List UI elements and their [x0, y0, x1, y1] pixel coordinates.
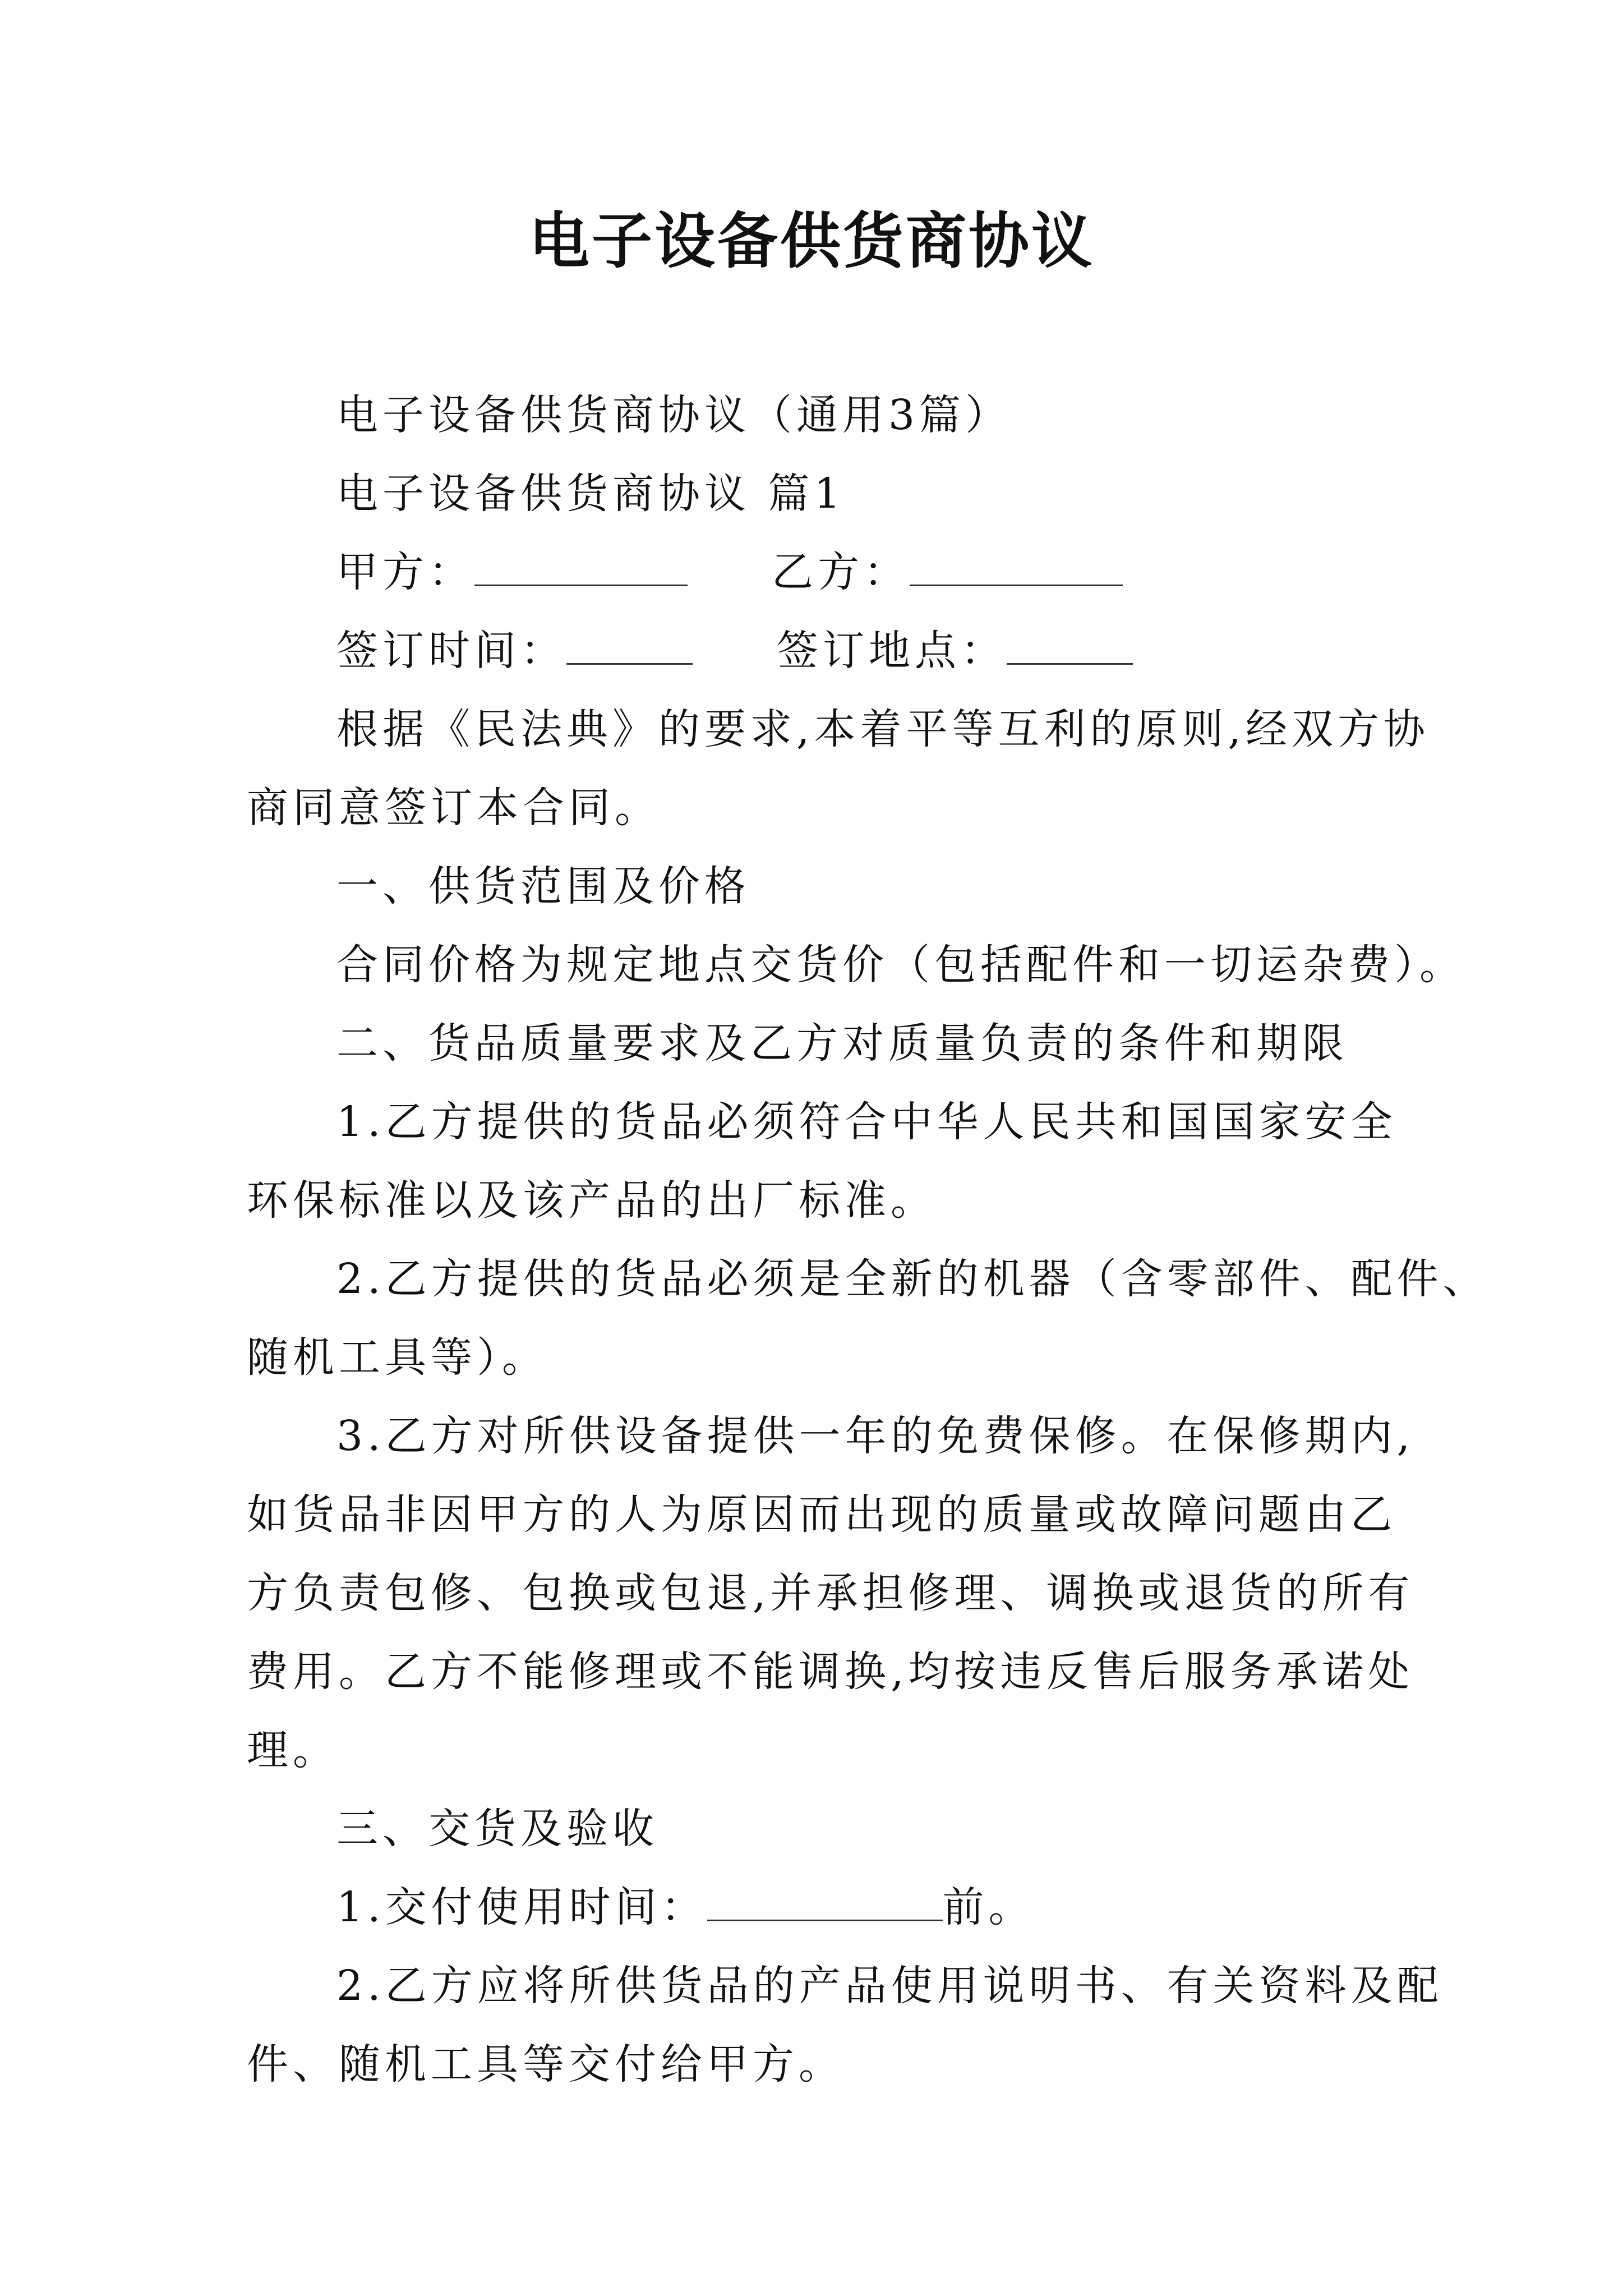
clause2-item3-line-3: 方负责包修、包换或包退,并承担修理、调换或退货的所有 — [247, 1569, 1414, 1617]
clause2-item3-line-1: 3.乙方对所供设备提供一年的免费保修。在保修期内, — [336, 1412, 1415, 1460]
signing-place-blank[interactable] — [1007, 652, 1133, 665]
clause1-text: 合同价格为规定地点交货价（包括配件和一切运杂费）。 — [336, 941, 1465, 989]
clause2-item2-line-2: 随机工具等）。 — [247, 1333, 548, 1382]
document-title: 电子设备供货商协议 — [528, 206, 1094, 277]
party-b-label: 乙方： — [772, 548, 910, 596]
clause2-heading: 二、货品质量要求及乙方对质量负责的条件和期限 — [336, 1019, 1348, 1068]
signing-time-label: 签订时间： — [336, 627, 566, 675]
clause2-item3-line-4: 费用。乙方不能修理或不能调换,均按违反售后服务承诺处 — [247, 1648, 1414, 1696]
section-heading: 电子设备供货商协议 篇1 — [336, 470, 845, 518]
clause2-item1-line-2: 环保标准以及该产品的出厂标准。 — [247, 1176, 937, 1225]
party-b-blank[interactable] — [910, 573, 1123, 586]
parties-line — [336, 544, 1481, 600]
delivery-time-suffix: 前。 — [942, 1883, 1035, 1931]
clause3-item1 — [336, 1879, 1481, 1935]
party-a-label: 甲方： — [336, 548, 474, 596]
intro-line-1: 根据《民法典》的要求,本着平等互利的原则,经双方协 — [336, 705, 1430, 753]
signing-line — [336, 623, 1481, 679]
clause3-item2-line-2: 件、随机工具等交付给甲方。 — [247, 2040, 845, 2088]
clause2-item1-line-1: 1.乙方提供的货品必须符合中华人民共和国国家安全 — [336, 1098, 1397, 1146]
delivery-time-label: 1.交付使用时间： — [336, 1883, 707, 1931]
clause2-item3-line-5: 理。 — [247, 1726, 339, 1774]
clause3-item2-line-1: 2.乙方应将所供货品的产品使用说明书、有关资料及配 — [336, 1962, 1443, 2010]
party-a-blank[interactable] — [474, 573, 688, 586]
clause2-item3-line-2: 如货品非因甲方的人为原因而出现的质量或故障问题由乙 — [247, 1490, 1396, 1539]
intro-line-2: 商同意签订本合同。 — [247, 784, 661, 832]
subtitle: 电子设备供货商协议（通用3篇） — [336, 391, 1012, 439]
clause1-heading: 一、供货范围及价格 — [336, 862, 750, 910]
delivery-time-blank[interactable] — [707, 1908, 943, 1921]
signing-place-label: 签订地点： — [777, 627, 1007, 675]
clause2-item2-line-1: 2.乙方提供的货品必须是全新的机器（含零部件、配件、 — [336, 1255, 1489, 1303]
signing-time-blank[interactable] — [566, 652, 693, 665]
clause3-heading: 三、交货及验收 — [336, 1805, 658, 1853]
